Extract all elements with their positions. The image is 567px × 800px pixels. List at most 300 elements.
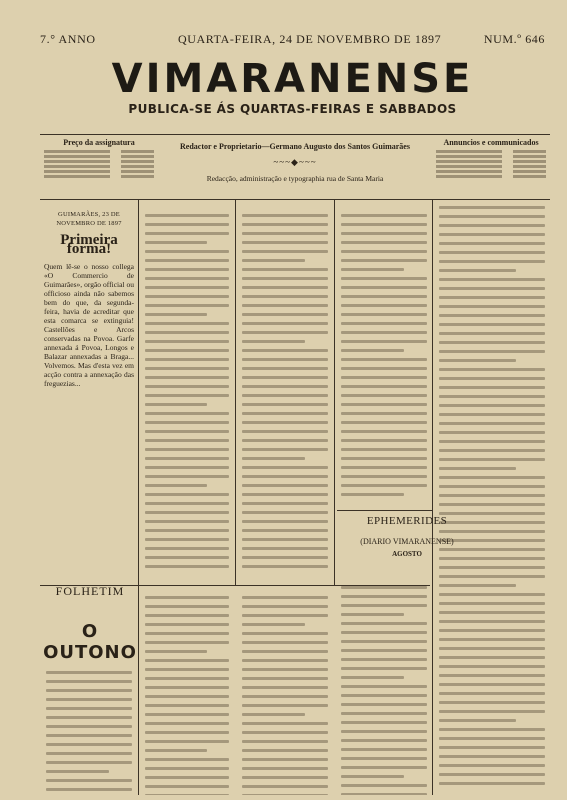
- text-line: [439, 692, 545, 695]
- text-line: [242, 520, 328, 523]
- text-line: [341, 667, 427, 670]
- text-line: [46, 707, 132, 710]
- office-line: Redacção, administração e typographia rua de Santa Maria: [206, 174, 384, 183]
- folhetim-title: O OUTONO: [43, 621, 137, 663]
- ephemerides-title: EPHEMERIDES: [366, 515, 448, 527]
- text-line: [439, 449, 545, 452]
- text-line: [439, 647, 545, 650]
- text-line: [242, 214, 328, 217]
- text-line: [341, 757, 427, 760]
- text-line: [46, 788, 132, 791]
- article-column-3: [240, 208, 330, 580]
- text-line: [145, 250, 229, 253]
- text-line: [242, 331, 328, 334]
- text-line: [439, 377, 545, 380]
- text-line: [341, 493, 404, 496]
- text-line: [242, 677, 328, 680]
- text-line: [145, 385, 229, 388]
- text-line: [242, 623, 305, 626]
- text-line: [439, 584, 516, 587]
- text-line: [439, 773, 545, 776]
- text-line: [46, 671, 132, 674]
- text-line: [145, 448, 229, 451]
- text-line: [145, 286, 229, 289]
- text-line: [439, 494, 545, 497]
- text-line: [242, 349, 328, 352]
- text-line: [242, 713, 305, 716]
- text-line: [145, 538, 229, 541]
- text-line: [439, 332, 545, 335]
- text-line: [439, 575, 545, 578]
- text-line: [439, 620, 545, 623]
- text-line: [341, 475, 427, 478]
- text-line: [145, 704, 229, 707]
- editor-box: [170, 142, 420, 183]
- folhetim-label: FOLHETIM: [55, 584, 125, 598]
- text-line: [145, 677, 229, 680]
- text-line: [341, 322, 427, 325]
- text-line: [341, 613, 404, 616]
- price-line: [436, 175, 546, 178]
- text-line: [341, 412, 427, 415]
- text-line: [145, 232, 229, 235]
- text-line: [242, 313, 328, 316]
- text-line: [242, 556, 328, 559]
- ephemerides-text: [339, 580, 429, 795]
- text-line: [341, 250, 427, 253]
- text-line: [439, 665, 545, 668]
- text-line: [242, 731, 328, 734]
- text-line: [145, 403, 207, 406]
- text-line: [341, 775, 404, 778]
- text-line: [145, 713, 229, 716]
- lead-headline: Primeira forma!: [60, 232, 118, 257]
- text-line: [439, 611, 545, 614]
- text-line: [242, 295, 328, 298]
- text-line: [341, 448, 427, 451]
- text-line: [242, 232, 328, 235]
- text-line: [439, 566, 545, 569]
- text-line: [341, 232, 427, 235]
- text-line: [341, 403, 427, 406]
- text-line: [439, 674, 545, 677]
- text-line: [341, 223, 427, 226]
- text-line: [439, 350, 545, 353]
- text-line: [242, 538, 328, 541]
- text-line: [46, 716, 132, 719]
- text-line: [439, 368, 545, 371]
- folhetim-section: [40, 584, 140, 663]
- text-line: [242, 749, 328, 752]
- text-line: [145, 758, 229, 761]
- text-line: [145, 547, 229, 550]
- text-line: [341, 721, 427, 724]
- text-line: [341, 367, 427, 370]
- text-line: [145, 214, 229, 217]
- price-line: [436, 150, 546, 153]
- text-line: [145, 349, 229, 352]
- ads-title: Annuncios e communicados: [443, 138, 539, 147]
- text-line: [242, 502, 328, 505]
- text-line: [242, 758, 328, 761]
- text-line: [242, 340, 305, 343]
- text-line: [145, 394, 229, 397]
- ephemerides-rule: [337, 510, 432, 511]
- text-line: [145, 650, 207, 653]
- text-line: [242, 376, 328, 379]
- text-line: [145, 358, 229, 361]
- text-line: [439, 323, 545, 326]
- text-line: [46, 734, 132, 737]
- text-line: [145, 466, 229, 469]
- column-divider: [138, 200, 139, 795]
- text-line: [145, 322, 229, 325]
- text-line: [145, 340, 229, 343]
- text-line: [341, 295, 427, 298]
- text-line: [242, 605, 328, 608]
- text-line: [341, 277, 427, 280]
- price-line: [436, 160, 546, 163]
- text-line: [439, 305, 545, 308]
- newspaper-subtitle: PUBLICA-SE ÁS QUARTAS-FEIRAS E SABBADOS: [128, 102, 457, 116]
- text-line: [242, 740, 328, 743]
- text-line: [341, 439, 427, 442]
- text-line: [341, 595, 427, 598]
- text-line: [145, 794, 229, 795]
- text-line: [242, 457, 305, 460]
- text-line: [439, 260, 545, 263]
- text-line: [145, 722, 229, 725]
- text-line: [242, 511, 328, 514]
- text-line: [145, 740, 229, 743]
- text-line: [341, 730, 427, 733]
- text-line: [439, 638, 545, 641]
- text-line: [145, 277, 229, 280]
- issue-date: QUARTA-FEIRA, 24 DE NOVEMBRO DE 1897: [178, 32, 442, 46]
- text-line: [341, 214, 427, 217]
- subscription-title: Preço da assignatura: [63, 138, 135, 147]
- text-line: [242, 403, 328, 406]
- text-line: [341, 421, 427, 424]
- text-line: [145, 475, 229, 478]
- text-line: [145, 331, 229, 334]
- text-line: [341, 766, 427, 769]
- text-line: [242, 475, 328, 478]
- text-line: [341, 304, 427, 307]
- newspaper-title: VIMARANENSE: [111, 56, 474, 102]
- text-line: [46, 779, 132, 782]
- text-line: [145, 565, 229, 568]
- text-line: [46, 689, 132, 692]
- lead-dateline: GUIMARÃES, 23 DE NOVEMBRO DE 1897: [56, 211, 122, 227]
- text-line: [145, 596, 229, 599]
- text-line: [145, 731, 229, 734]
- text-line: [439, 341, 545, 344]
- subscription-box: [40, 138, 158, 194]
- text-line: [341, 358, 427, 361]
- text-line: [439, 476, 545, 479]
- text-line: [145, 376, 229, 379]
- text-line: [242, 322, 328, 325]
- text-line: [242, 650, 328, 653]
- text-line: [145, 223, 229, 226]
- text-line: [145, 304, 229, 307]
- text-line: [145, 632, 229, 635]
- text-line: [145, 457, 229, 460]
- text-line: [439, 656, 545, 659]
- text-line: [341, 331, 427, 334]
- text-line: [145, 241, 207, 244]
- text-line: [439, 413, 545, 416]
- issue-number: NUM.º 646: [483, 32, 545, 46]
- text-line: [145, 529, 229, 532]
- masthead-rule: [40, 134, 550, 135]
- text-line: [242, 304, 328, 307]
- text-line: [46, 725, 132, 728]
- text-line: [242, 686, 328, 689]
- text-line: [145, 268, 229, 271]
- text-line: [145, 605, 229, 608]
- text-line: [341, 604, 427, 607]
- text-line: [439, 215, 545, 218]
- header-line: [40, 32, 545, 54]
- text-line: [46, 752, 132, 755]
- text-line: [341, 484, 427, 487]
- text-line: [341, 394, 427, 397]
- text-line: [242, 547, 328, 550]
- price-line: [44, 155, 154, 158]
- text-line: [341, 658, 427, 661]
- text-line: [145, 502, 229, 505]
- ephemerides-section: [352, 515, 462, 558]
- text-line: [341, 784, 427, 787]
- text-line: [439, 404, 545, 407]
- text-line: [145, 412, 229, 415]
- article-column-2: [143, 208, 231, 580]
- text-line: [341, 268, 404, 271]
- price-line: [44, 150, 154, 153]
- price-line: [436, 170, 546, 173]
- text-line: [439, 296, 545, 299]
- price-line: [44, 170, 154, 173]
- text-line: [341, 793, 427, 795]
- text-line: [46, 743, 132, 746]
- text-line: [439, 233, 545, 236]
- text-line: [439, 458, 545, 461]
- text-line: [439, 503, 545, 506]
- text-line: [341, 457, 427, 460]
- text-line: [242, 466, 328, 469]
- text-line: [341, 340, 427, 343]
- folhetim-text-col-3: [240, 590, 330, 795]
- text-line: [46, 680, 132, 683]
- text-line: [439, 206, 545, 209]
- text-line: [341, 685, 427, 688]
- text-line: [145, 641, 229, 644]
- text-line: [439, 701, 545, 704]
- text-line: [341, 241, 427, 244]
- text-line: [145, 313, 207, 316]
- text-line: [145, 749, 207, 752]
- text-line: [242, 614, 328, 617]
- text-line: [341, 631, 427, 634]
- text-line: [145, 776, 229, 779]
- text-line: [145, 367, 229, 370]
- masthead: [40, 58, 545, 116]
- text-line: [242, 785, 328, 788]
- text-line: [242, 430, 328, 433]
- text-line: [242, 776, 328, 779]
- text-line: [439, 782, 545, 785]
- price-line: [436, 155, 546, 158]
- article-column-4: [339, 208, 429, 508]
- folhetim-text-col-1: [44, 665, 134, 795]
- text-line: [341, 313, 427, 316]
- text-line: [145, 493, 229, 496]
- text-line: [242, 259, 305, 262]
- text-line: [341, 694, 427, 697]
- text-line: [242, 286, 328, 289]
- text-line: [145, 421, 229, 424]
- text-line: [439, 593, 545, 596]
- text-line: [242, 659, 328, 662]
- text-line: [439, 314, 545, 317]
- text-line: [242, 668, 328, 671]
- text-line: [439, 242, 545, 245]
- text-line: [439, 683, 545, 686]
- price-line: [44, 175, 154, 178]
- text-line: [145, 259, 229, 262]
- text-line: [145, 695, 229, 698]
- text-line: [242, 439, 328, 442]
- text-line: [341, 622, 427, 625]
- folhetim-text-col-2: [143, 590, 231, 795]
- text-line: [341, 640, 427, 643]
- text-line: [341, 259, 427, 262]
- ephemerides-source: (DIARIO VIMARANENSE): [360, 537, 454, 546]
- text-line: [439, 737, 545, 740]
- text-line: [439, 629, 545, 632]
- text-line: [145, 623, 229, 626]
- text-line: [242, 385, 328, 388]
- text-line: [145, 686, 229, 689]
- subheader-bar: [40, 138, 550, 198]
- text-line: [145, 767, 229, 770]
- text-line: [439, 251, 545, 254]
- text-line: [145, 430, 229, 433]
- text-line: [242, 632, 328, 635]
- text-line: [242, 367, 328, 370]
- text-line: [242, 529, 328, 532]
- text-line: [145, 659, 229, 662]
- text-line: [341, 385, 427, 388]
- text-line: [439, 386, 545, 389]
- text-line: [145, 785, 229, 788]
- price-line: [44, 160, 154, 163]
- text-line: [242, 484, 328, 487]
- text-line: [242, 794, 328, 795]
- text-line: [242, 767, 328, 770]
- editor-line: Redactor e Proprietario—Germano Augusto dos Santos Guimarães: [180, 142, 410, 151]
- text-line: [145, 439, 229, 442]
- article-column-5: [437, 200, 547, 790]
- text-line: [341, 430, 427, 433]
- text-line: [341, 712, 427, 715]
- text-line: [341, 286, 427, 289]
- column-divider: [235, 200, 236, 585]
- text-line: [242, 277, 328, 280]
- text-line: [439, 395, 545, 398]
- text-line: [439, 287, 545, 290]
- text-line: [439, 467, 516, 470]
- text-line: [145, 520, 229, 523]
- text-line: [341, 703, 427, 706]
- text-line: [242, 722, 328, 725]
- text-line: [145, 668, 229, 671]
- lead-article: [44, 210, 134, 582]
- text-line: [439, 269, 516, 272]
- text-line: [46, 698, 132, 701]
- text-line: [145, 484, 207, 487]
- text-line: [341, 376, 427, 379]
- text-line: [242, 268, 328, 271]
- price-line: [436, 165, 546, 168]
- text-line: [46, 761, 132, 764]
- text-line: [145, 556, 229, 559]
- column-divider: [334, 200, 335, 585]
- text-line: [341, 748, 427, 751]
- text-line: [242, 421, 328, 424]
- text-line: [46, 770, 109, 773]
- text-line: [145, 614, 229, 617]
- text-line: [439, 755, 545, 758]
- text-line: [242, 493, 328, 496]
- text-line: [439, 746, 545, 749]
- text-line: [439, 422, 545, 425]
- text-line: [439, 359, 516, 362]
- text-line: [341, 649, 427, 652]
- ads-box: [432, 138, 550, 194]
- ornament-divider: ~~~◆~~~: [273, 157, 317, 167]
- text-line: [341, 349, 404, 352]
- text-line: [242, 241, 328, 244]
- price-line: [44, 165, 154, 168]
- year-label: 7.° ANNO: [40, 32, 96, 46]
- ephemerides-month: AGOSTO: [392, 550, 422, 558]
- text-line: [145, 511, 229, 514]
- text-line: [242, 704, 328, 707]
- text-line: [242, 596, 328, 599]
- text-line: [242, 250, 328, 253]
- text-line: [439, 710, 545, 713]
- text-line: [439, 764, 545, 767]
- text-line: [242, 695, 328, 698]
- text-line: [242, 223, 328, 226]
- text-line: [439, 485, 545, 488]
- text-line: [242, 641, 328, 644]
- text-line: [145, 295, 229, 298]
- text-line: [341, 676, 404, 679]
- text-line: [341, 739, 427, 742]
- text-line: [439, 224, 545, 227]
- text-line: [439, 440, 545, 443]
- column-divider: [432, 200, 433, 795]
- text-line: [439, 278, 545, 281]
- text-line: [439, 602, 545, 605]
- text-line: [242, 358, 328, 361]
- text-line: [242, 448, 328, 451]
- lead-body: Quem lê-se o nosso collega «O Commercio de Guimarães», orgão official ou officioso ainda não sabemos bem do que, da segunda-feira, havia de acreditar que esta comarca se extinguia! Castellões e Arcos conservadas na Povoa. Garfe annexada á Povoa, Longos e Balazar annexadas a Braga... Volvemos. Mas d'esta vez em acção contra a annexação das freguezias...: [44, 262, 134, 388]
